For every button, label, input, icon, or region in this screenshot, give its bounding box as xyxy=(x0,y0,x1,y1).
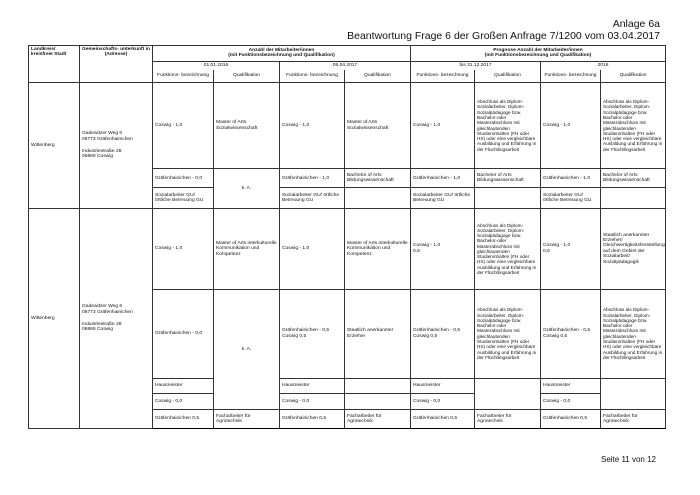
function-cell: Hausmeister xyxy=(153,378,214,394)
qualification-cell: Master of Arts Sozialwissenschaft xyxy=(214,82,280,169)
qualification-cell: Facharbeiter für Agrotechnik xyxy=(601,410,666,429)
header-shared-accommodation: Gemeinschafts- unterkunft in (Adresse) xyxy=(80,46,153,83)
subheader-qualification-2: Qualifikation xyxy=(345,70,411,83)
qualification-cell: Abschluss als Diplom-Sozialarbeiter, Diplom-Sozialpädagoge bzw. Bachelor-oder Masterabschluss mit gleichlautenden Studieninhalten (FH oder HS) oder eine vergleichbare Ausbildung und Erfahrung in der Flüchtlingsarbeit xyxy=(475,209,541,290)
function-cell: Gräfenhainichen - 1,0 xyxy=(541,169,601,188)
function-cell: Sozialarbeiter GU/ örtliche Betreuung GU xyxy=(153,188,214,209)
qualification-cell: Abschluss als Diplom-Sozialarbeiter, Diplom-Sozialpädagoge bzw. Bachelor-oder Masterabschluss mit gleichlautenden Studieninhalten (FH oder HS) oder eine vergleichbare Ausbildung und Erfahrung in der Flüchtlingsarbeit xyxy=(475,289,541,378)
header-staff-count-title: Anzahl der Mitarbeiter/innen xyxy=(248,47,315,53)
subheader-qualification-1: Qualifikation xyxy=(214,70,280,83)
subheader-function-4: Funktions- bezeichnung xyxy=(541,70,601,83)
subheader-function-3: Funktions- bezeichnung xyxy=(411,70,475,83)
qualification-cell xyxy=(345,378,411,394)
header-district: Landkreis/ kreisfreie Stadt xyxy=(29,46,80,83)
qualification-cell: Bachelor of Arts Bildungswissenschaft xyxy=(345,169,411,188)
table-row xyxy=(29,82,666,169)
qualification-cell: Master of Arts Sozialwissenschaft xyxy=(345,82,411,169)
function-cell: Coswig - 0,0 xyxy=(411,394,475,410)
qualification-cell: Abschluss als Diplom-Sozialarbeiter, Diplom-Sozialpädagoge bzw. Bachelor-oder Masterabschluss mit gleichlautenden Studieninhalten (FH oder HS) oder eine vergleichbare Ausbildung und Erfahrung in der Flüchtlingsarbeit xyxy=(601,82,666,169)
function-cell: Gräfenhainichen 0,5 xyxy=(541,410,601,429)
function-cell: Gräfenhainichen - 0,5 Coswig 0,5 xyxy=(280,289,345,378)
address-line: Gadewitzer Weg 6 06773 Gräfenhainichen xyxy=(82,304,133,315)
annex-label: Anlage 6a xyxy=(612,18,660,30)
function-cell: Sozialarbeiter GU/ örtliche Betreuung GU xyxy=(280,188,345,209)
function-cell: Sozialarbeiter GU/ örtliche Betreuung GU xyxy=(541,188,601,209)
qualification-cell: Facharbeiter für Agrotechnik xyxy=(475,410,541,429)
function-cell: Gräfenhainichen - 1,0 xyxy=(411,169,475,188)
header-date-2017: 05.04.2017 xyxy=(280,61,411,69)
district-cell: Wittenberg xyxy=(29,209,80,429)
function-cell: Gräfenhainichen - 0,5 Coswig 0,5 xyxy=(541,289,601,378)
subheader-qualification-3: Qualifikation xyxy=(475,70,541,83)
address-line: Gadewitzer Weg 6 06773 Gräfenhainichen xyxy=(82,131,133,142)
qualification-cell xyxy=(475,188,541,209)
table-row xyxy=(29,209,666,290)
address-cell xyxy=(80,82,153,209)
function-cell: Coswig - 1,0 xyxy=(153,209,214,290)
subheader-function-2: Funktions- bezeichnung xyxy=(280,70,345,83)
qualification-cell: Facharbeiter für Agrotechnik xyxy=(345,410,411,429)
function-cell: Gräfenhainichen - 0,0 xyxy=(153,169,214,188)
subheader-qualification-4: Qualifikation xyxy=(601,70,666,83)
address-cell xyxy=(80,209,153,429)
header-staff-count xyxy=(153,46,411,62)
function-cell: Hausmeister xyxy=(541,378,601,394)
function-cell: Coswig - 1,0 xyxy=(280,209,345,290)
header-forecast-sub: (mit Funktionsbezeichnung und Qualifikation) xyxy=(484,53,592,59)
qualification-cell: Master of Arts interkulturelle Kommunikation und Kompetenz xyxy=(345,209,411,290)
header-date-2016: 01.01.2016 xyxy=(153,61,280,69)
header-forecast xyxy=(411,46,666,62)
qualification-cell: Staatlich anerkannter Erzieher xyxy=(345,289,411,378)
function-cell: Coswig - 1,0 xyxy=(541,82,601,169)
header-staff-count-sub: (mit Funktionsbezeichnung und Qualifikation) xyxy=(228,53,335,59)
qualification-cell: Bachelor of Arts Bildungswissenschaft xyxy=(475,169,541,188)
function-cell: Gräfenhainichen - 1,0 xyxy=(280,169,345,188)
function-cell: Coswig - 1,0 xyxy=(411,82,475,169)
function-cell: Hausmeister xyxy=(411,378,475,394)
qualification-cell: k. A. xyxy=(214,289,280,409)
function-cell: Coswig - 0,0 xyxy=(153,394,214,410)
page-number: Seite 11 von 12 xyxy=(600,455,656,464)
address-line: Industriestraße 28 06869 Coswig xyxy=(82,321,122,333)
document-title: Beantwortung Frage 6 der Großen Anfrage 7/1200 vom 03.04.2017 xyxy=(347,30,660,42)
header-date-2018: 2018 xyxy=(541,61,666,69)
function-cell: Hausmeister xyxy=(280,378,345,394)
function-cell: Gräfenhainichen - 0,0 xyxy=(153,289,214,378)
qualification-cell xyxy=(345,394,411,410)
qualification-cell: Staatlich anerkannter Erzieher/ Gleichwertigkeitsfeststellung auf dem Gebiet der Sozialarbeit/ Sozialpädagogik xyxy=(601,209,666,290)
function-cell: Coswig - 1,0 0,5 xyxy=(541,209,601,290)
address-line: Industriestraße 28 06869 Coswig xyxy=(82,148,122,160)
function-cell: Sozialarbeiter GU/ örtliche Betreuung GU xyxy=(411,188,475,209)
qualification-cell xyxy=(475,378,541,409)
header-date-dec-2017: bis 31.12.2017 xyxy=(411,61,541,69)
qualification-cell: k. A. xyxy=(214,169,280,209)
function-cell: Gräfenhainichen 0,5 xyxy=(280,410,345,429)
qualification-cell: Master of Arts interkulturelle Kommunikation und Kompetenz xyxy=(214,209,280,290)
qualification-cell xyxy=(601,378,666,409)
function-cell: Coswig - 1,0 xyxy=(153,82,214,169)
staff-table xyxy=(28,45,666,429)
function-cell: Coswig - 0,0 xyxy=(541,394,601,410)
district-cell: Wittenberg xyxy=(29,82,80,209)
qualification-cell: Bachelor of Arts Bildungswissenschaft xyxy=(601,169,666,188)
qualification-cell: Abschluss als Diplom-Sozialarbeiter, Diplom-Sozialpädagoge bzw. Bachelor-oder Masterabschluss mit gleichlautenden Studieninhalten (FH oder HS) oder eine vergleichbare Ausbildung und Erfahrung in der Flüchtlingsarbeit xyxy=(475,82,541,169)
qualification-cell: Facharbeiter für Agrotechnik xyxy=(214,410,280,429)
qualification-cell xyxy=(601,188,666,209)
function-cell: Gräfenhainichen 0,5 xyxy=(411,410,475,429)
function-cell: Coswig - 1,0 0,5 xyxy=(411,209,475,290)
function-cell: Gräfenhainichen - 0,5 Coswig 0,5 xyxy=(411,289,475,378)
function-cell: Coswig - 1,0 xyxy=(280,82,345,169)
header-forecast-title: Prognose Anzahl der Mitarbeiter/innen xyxy=(493,47,583,53)
qualification-cell xyxy=(345,188,411,209)
function-cell: Coswig - 0,0 xyxy=(280,394,345,410)
qualification-cell: Abschluss als Diplom-Sozialarbeiter, Diplom-Sozialpädagoge bzw. Bachelor-oder Masterabschluss mit gleichlautenden Studieninhalten (FH oder HS) oder eine vergleichbare Ausbildung und Erfahrung in der Flüchtlingsarbeit xyxy=(601,289,666,378)
subheader-function-1: Funktions- bezeichnung xyxy=(153,70,214,83)
function-cell: Gräfenhainichen 0,5 xyxy=(153,410,214,429)
